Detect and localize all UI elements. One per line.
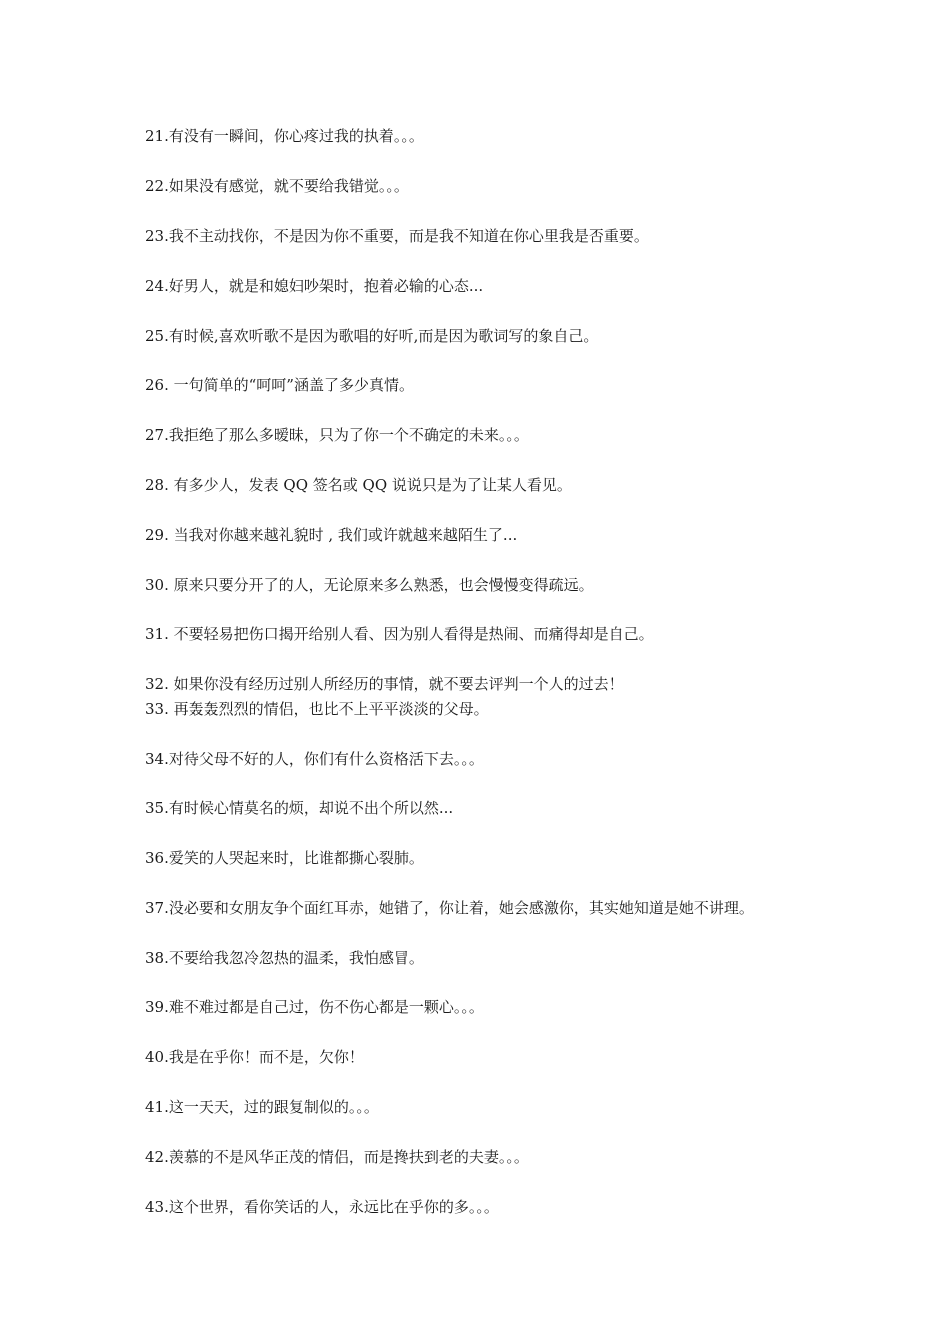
quote-line-21: 21.有没有一瞬间，你心疼过我的执着。。。 [145,127,424,145]
quote-line-23: 23.我不主动找你，不是因为你不重要，而是我不知道在你心里我是否重要。 [145,227,649,245]
quote-line-38: 38.不要给我忽冷忽热的温柔，我怕感冒。 [145,949,424,967]
quote-line-25: 25.有时候,喜欢听歌不是因为歌唱的好听,而是因为歌词写的象自己。 [145,327,599,345]
quote-line-41: 41.这一天天，过的跟复制似的。。。 [145,1098,379,1116]
quote-line-33: 33. 再轰轰烈烈的情侣，也比不上平平淡淡的父母。 [145,700,489,718]
quote-line-37: 37.没必要和女朋友争个面红耳赤，她错了，你让着，她会感激你，其实她知道是她不讲理。 [145,899,754,917]
quote-line-26: 26. 一句简单的“呵呵”涵盖了多少真情。 [145,376,414,394]
quote-line-36: 36.爱笑的人哭起来时，比谁都撕心裂肺。 [145,849,424,867]
quote-line-31: 31. 不要轻易把伤口揭开给别人看、因为别人看得是热闹、而痛得却是自己。 [145,625,654,643]
quote-line-30: 30. 原来只要分开了的人，无论原来多么熟悉，也会慢慢变得疏远。 [145,576,594,594]
quote-line-28: 28. 有多少人，发表 QQ 签名或 QQ 说说只是为了让某人看见。 [145,476,572,494]
quote-line-35: 35.有时候心情莫名的烦，却说不出个所以然... [145,799,454,817]
quote-line-34: 34.对待父母不好的人，你们有什么资格活下去。。。 [145,750,484,768]
quote-line-39: 39.难不难过都是自己过，伤不伤心都是一颗心。。。 [145,998,484,1016]
quote-line-43: 43.这个世界，看你笑话的人，永远比在乎你的多。。。 [145,1198,499,1216]
quote-line-29: 29. 当我对你越来越礼貌时 , 我们或许就越来越陌生了... [145,526,518,544]
quote-line-27: 27.我拒绝了那么多暧昧，只为了你一个不确定的未来。。。 [145,426,529,444]
quote-line-22: 22.如果没有感觉，就不要给我错觉。。。 [145,177,409,195]
quote-line-32: 32. 如果你没有经历过别人所经历的事情，就不要去评判一个人的过去！ [145,675,624,693]
quote-line-42: 42.羡慕的不是风华正茂的情侣，而是搀扶到老的夫妻。。。 [145,1148,529,1166]
quote-line-24: 24.好男人，就是和媳妇吵架时，抱着必输的心态... [145,277,484,295]
quote-line-40: 40.我是在乎你！而不是，欠你！ [145,1048,364,1066]
